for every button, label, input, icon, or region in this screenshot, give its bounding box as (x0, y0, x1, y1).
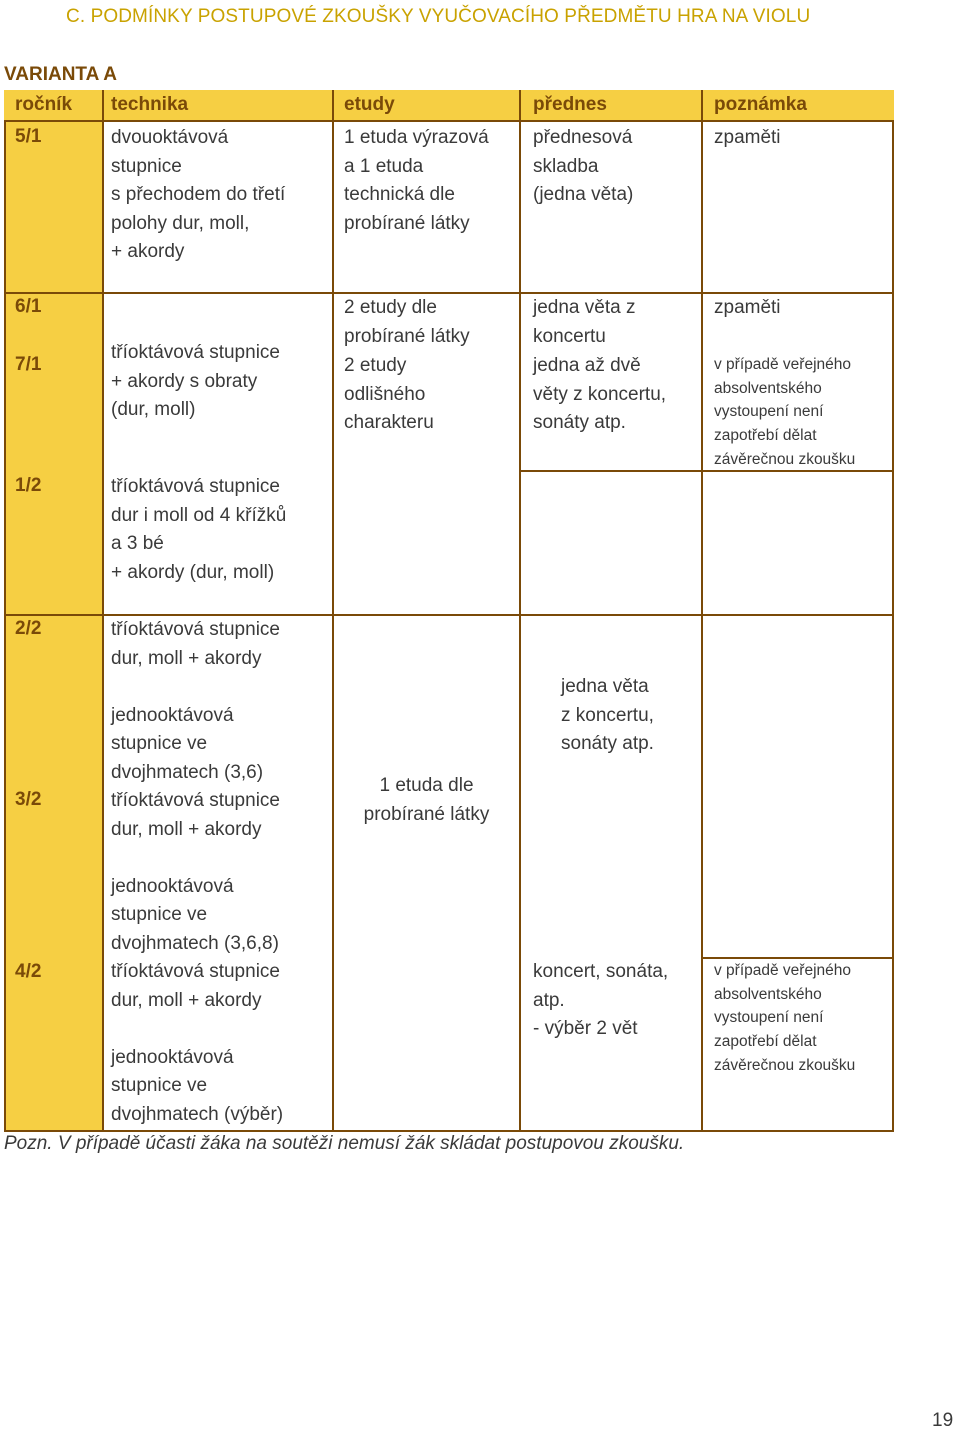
footnote: Pozn. V případě účasti žáka na soutěži nemusí žák skládat postupovou zkoušku. (4, 1133, 685, 1154)
header-performance: přednes (533, 94, 607, 115)
header-year: ročník (15, 94, 73, 115)
etudes-6-1: 2 etudy dle probírané látky (344, 297, 470, 347)
page-number: 19 (932, 1410, 954, 1431)
etudes-7-1: 2 etudy odlišného charakteru (344, 355, 434, 433)
year-3-2: 3/2 (15, 789, 42, 810)
etudes-2-3: 1 etuda dle probírané látky (363, 775, 490, 825)
year-7-1: 7/1 (15, 354, 42, 375)
technique-6-7: tříoktávová stupnice + akordy s obraty (dur, moll) (111, 342, 280, 420)
etudes-5-1: 1 etuda výrazová a 1 etuda technická dle probírané látky (344, 127, 489, 234)
header-technique: technika (111, 94, 189, 115)
note-5-1: zpaměti (714, 127, 781, 148)
technique-5-1: dvouoktávová stupnice s přechodem do třetí polohy dur, moll, + akordy (111, 127, 286, 262)
header-note: poznámka (714, 94, 807, 115)
performance-2-3: jedna věta z koncertu, sonáty atp. (561, 676, 654, 754)
technique-3-2: tříoktávová stupnice dur, moll + akordy jednooktávová stupnice ve dvojhmatech (3,6,8) (111, 790, 280, 954)
performance-6-1: jedna věta z koncertu (533, 297, 636, 347)
performance-4-2: koncert, sonáta, atp. - výběr 2 vět (533, 961, 669, 1039)
performance-5-1: přednesová skladba (jedna věta) (533, 127, 634, 205)
technique-2-2: tříoktávová stupnice dur, moll + akordy jednooktávová stupnice ve dvojhmatech (3,6) (111, 619, 280, 783)
divider (701, 90, 703, 1132)
technique-1-2: tříoktávová stupnice dur i moll od 4 křížků a 3 bé + akordy (dur, moll) (111, 476, 287, 583)
year-1-2: 1/2 (15, 475, 42, 496)
note-7-1: v případě veřejného absolventského vystoupení není zapotřebí dělat závěrečnou zkoušku (714, 356, 856, 468)
performance-7-1: jedna až dvě věty z koncertu, sonáty atp. (533, 355, 667, 433)
page-title: C. PODMÍNKY POSTUPOVÉ ZKOUŠKY VYUČOVACÍHO PŘEDMĚTU HRA NA VIOLU (66, 6, 811, 27)
header-etudes: etudy (344, 94, 395, 115)
note-6-1: zpaměti (714, 297, 781, 318)
technique-4-2: tříoktávová stupnice dur, moll + akordy jednooktávová stupnice ve dvojhmatech (výběr) (111, 961, 284, 1125)
year-4-2: 4/2 (15, 961, 42, 982)
divider (332, 90, 334, 1132)
year-5-1: 5/1 (15, 126, 42, 147)
divider (519, 90, 521, 1132)
year-6-1: 6/1 (15, 296, 42, 317)
year-2-2: 2/2 (15, 618, 42, 639)
divider (102, 90, 104, 1132)
note-4-2: v případě veřejného absolventského vystoupení není zapotřebí dělat závěrečnou zkoušku (714, 962, 856, 1074)
variant-title: VARIANTA A (4, 64, 117, 85)
